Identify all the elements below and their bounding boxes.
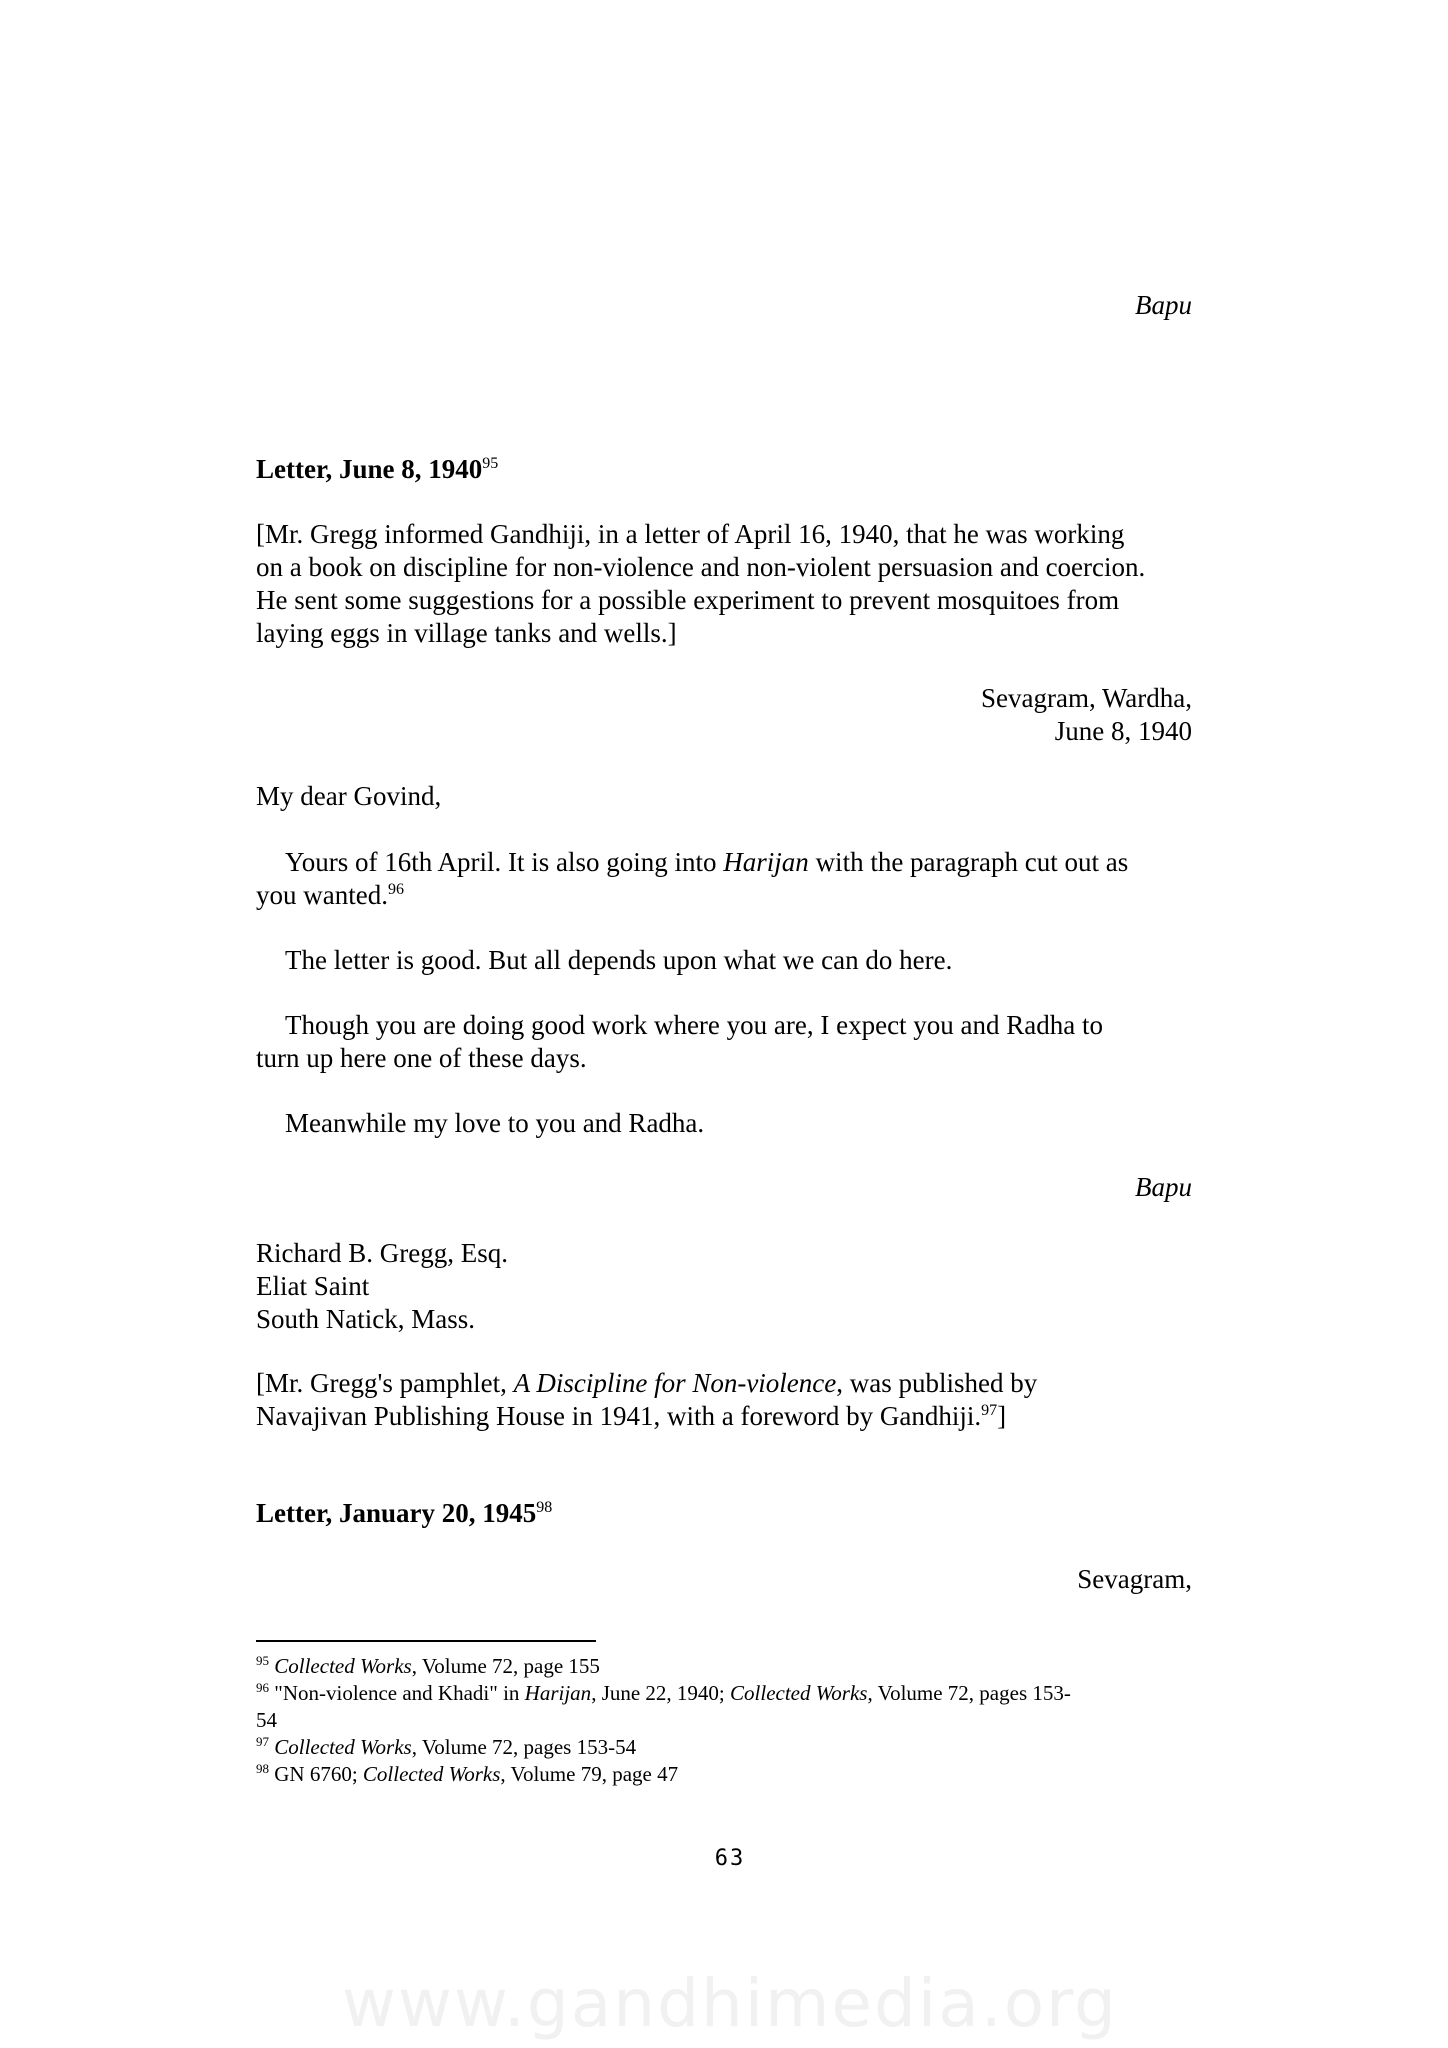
para1-line1 xyxy=(256,846,1128,879)
footnote-text: , June 22, 1940; xyxy=(591,1681,731,1705)
signature-top: Bapu xyxy=(1135,290,1192,320)
note-line2 xyxy=(256,1400,1037,1433)
letter1-para1 xyxy=(256,846,1128,912)
footnote-text: , Volume 79, page 47 xyxy=(500,1762,679,1786)
note-line1 xyxy=(256,1367,1037,1400)
letter1-heading-text: Letter, June 8, 1940 xyxy=(256,454,483,484)
para3-line1: Though you are doing good work where you are, I expect you and Radha to xyxy=(285,1010,1104,1040)
letter1-intro xyxy=(256,518,1145,650)
footnote-96 xyxy=(256,1680,1071,1707)
footnote-italic: Collected Works xyxy=(730,1681,868,1705)
letter1-place: Sevagram, Wardha, xyxy=(980,683,1192,713)
para1-text-a: Yours of 16th April. It is also going into xyxy=(285,847,724,877)
page-number: 63 xyxy=(714,1846,746,1871)
footnote-text: , Volume 72, pages 153-54 xyxy=(411,1735,637,1759)
letter1-para2: The letter is good. But all depends upon what we can do here. xyxy=(285,945,953,975)
para1-line2 xyxy=(256,879,1128,912)
letter1-para4: Meanwhile my love to you and Radha. xyxy=(285,1108,705,1138)
footnote-ref-96: 96 xyxy=(387,881,404,898)
footnote-ref-98: 98 xyxy=(536,1499,553,1516)
para1-text-b: with the paragraph cut out as xyxy=(808,847,1129,877)
intro-line: on a book on discipline for non-violence and non-violent persuasion and coercion. xyxy=(256,552,1146,582)
footnote-95 xyxy=(256,1653,1071,1680)
letter1-para3 xyxy=(256,1009,1103,1075)
watermark: www.gandhimedia.org xyxy=(342,1965,1118,2042)
letter2-place: Sevagram, xyxy=(1077,1564,1192,1594)
address-line: South Natick, Mass. xyxy=(256,1304,475,1334)
letter1-note xyxy=(256,1367,1037,1433)
letter2-heading-text: Letter, January 20, 1945 xyxy=(256,1498,537,1528)
address-line: Eliat Saint xyxy=(256,1271,370,1301)
footnote-italic: Collected Works xyxy=(274,1654,412,1678)
address-line: Richard B. Gregg, Esq. xyxy=(256,1238,508,1268)
letter1-date: June 8, 1940 xyxy=(1054,716,1192,746)
footnote-98 xyxy=(256,1761,1071,1788)
intro-line: He sent some suggestions for a possible experiment to prevent mosquitoes from xyxy=(256,585,1120,615)
note-italic: A Discipline for Non-violence xyxy=(513,1368,837,1398)
footnote-italic: Harijan xyxy=(524,1681,592,1705)
intro-line: [Mr. Gregg informed Gandhiji, in a letter of April 16, 1940, that he was working xyxy=(256,519,1125,549)
footnote-ref-97: 97 xyxy=(981,1402,998,1419)
footnote-number: 97 xyxy=(256,1734,269,1749)
footnote-96-cont: 54 xyxy=(256,1708,277,1732)
footnotes xyxy=(256,1653,1071,1788)
letter1-place-date xyxy=(792,682,1192,748)
letter2-heading xyxy=(256,1498,552,1529)
footnote-number: 98 xyxy=(256,1761,269,1776)
footnote-ref-95: 95 xyxy=(482,455,499,472)
note-line2-text: Navajivan Publishing House in 1941, with a foreword by Gandhiji. xyxy=(256,1401,982,1431)
footnote-text: , Volume 72, pages 153- xyxy=(867,1681,1071,1705)
footnote-italic: Collected Works xyxy=(274,1735,412,1759)
para3-line2: turn up here one of these days. xyxy=(256,1043,587,1073)
footnote-number: 96 xyxy=(256,1680,269,1695)
footnote-divider xyxy=(256,1640,596,1642)
footnote-text: "Non-violence and Khadi" in xyxy=(274,1681,525,1705)
intro-line: laying eggs in village tanks and wells.] xyxy=(256,618,677,648)
letter1-heading xyxy=(256,454,498,485)
letter1-salutation: My dear Govind, xyxy=(256,781,442,811)
footnote-text: GN 6760; xyxy=(274,1762,363,1786)
note-close: ] xyxy=(997,1401,1007,1431)
letter1-address xyxy=(256,1237,508,1336)
para1-italic: Harijan xyxy=(723,847,809,877)
note-text-b: , was published by xyxy=(836,1368,1038,1398)
footnote-number: 95 xyxy=(256,1653,269,1668)
footnote-text: , Volume 72, page 155 xyxy=(411,1654,600,1678)
footnote-97 xyxy=(256,1734,1071,1761)
para1-line2-text: you wanted. xyxy=(256,880,388,910)
note-text-a: [Mr. Gregg's pamphlet, xyxy=(256,1368,514,1398)
letter1-signature: Bapu xyxy=(1135,1172,1192,1202)
footnote-italic: Collected Works xyxy=(362,1762,501,1786)
